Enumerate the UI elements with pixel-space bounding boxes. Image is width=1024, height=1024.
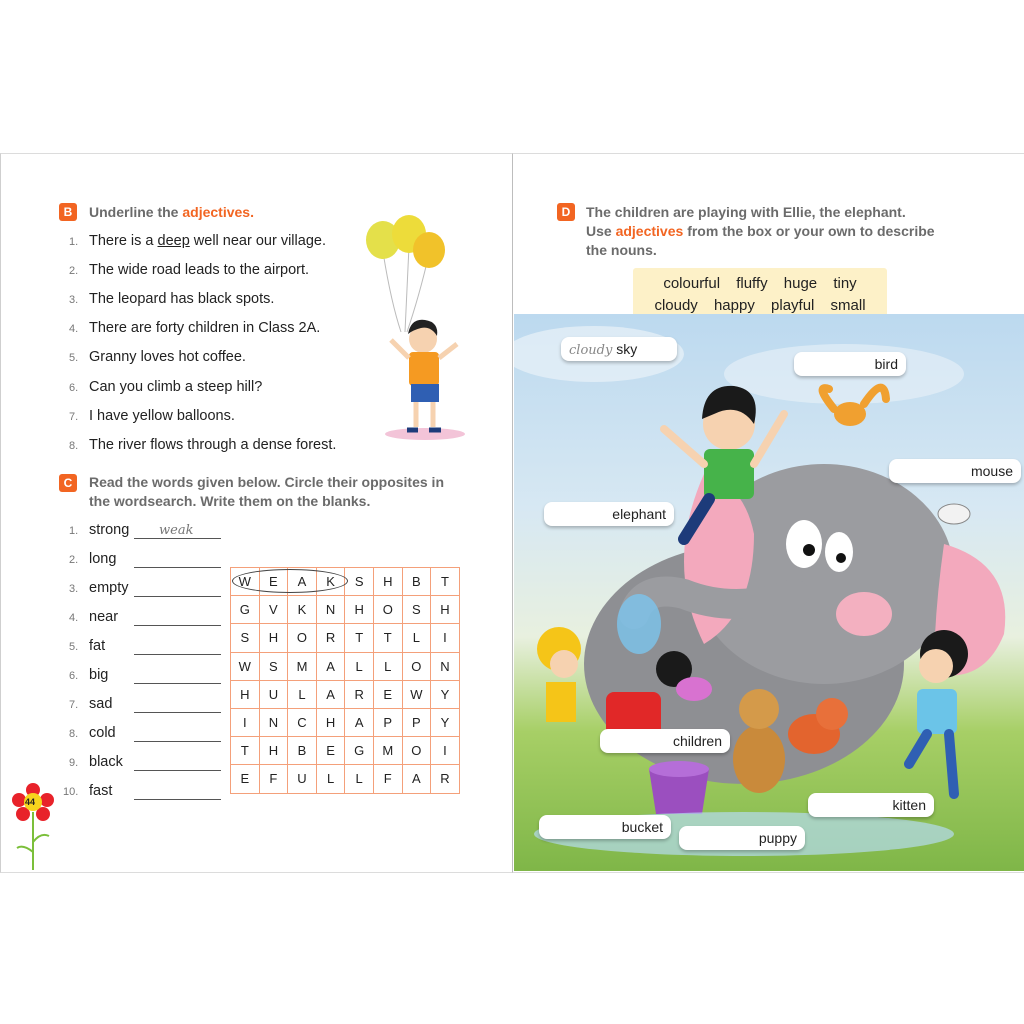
word-item-4	[69, 609, 118, 625]
wordsearch-cell[interactable]: R	[345, 680, 374, 708]
wordsearch-cell[interactable]: F	[259, 765, 288, 793]
wordsearch-cell[interactable]: I	[431, 737, 460, 765]
item-number: 1.	[69, 236, 79, 248]
answer-blank-9[interactable]	[134, 756, 221, 771]
label-bird[interactable]: bird	[794, 352, 906, 376]
instruction-text: Underline the	[89, 204, 179, 220]
wordsearch-cell[interactable]: H	[373, 568, 402, 596]
section-d-instruction	[586, 203, 966, 260]
wordsearch-cell[interactable]: O	[402, 652, 431, 680]
wordsearch-row	[231, 708, 460, 736]
wordsearch-row	[231, 652, 460, 680]
word-box-row-1	[633, 273, 887, 295]
item-number: 5.	[69, 352, 79, 364]
wordsearch-cell[interactable]: M	[288, 652, 317, 680]
wordsearch-cell[interactable]: R	[431, 765, 460, 793]
wordsearch-cell[interactable]: N	[431, 652, 460, 680]
wordsearch-cell[interactable]: R	[316, 624, 345, 652]
sentence-8	[69, 437, 336, 453]
instruction-accent: adjectives.	[182, 204, 254, 220]
sentence-text: well near our village.	[189, 233, 326, 249]
sentence-1	[69, 233, 326, 249]
word: long	[89, 551, 117, 567]
word-item-9	[69, 754, 123, 770]
wordsearch-cell[interactable]: H	[259, 624, 288, 652]
label-kitten[interactable]: kitten	[808, 793, 934, 817]
wordsearch-cell[interactable]: L	[402, 624, 431, 652]
answer-blank-7[interactable]	[134, 698, 221, 713]
instruction-line-1: Read the words given below. Circle their opposites in	[89, 474, 444, 490]
answer-blank-4[interactable]	[134, 611, 221, 626]
answer-circle	[232, 569, 348, 593]
word-item-7	[69, 696, 112, 712]
word-box-word: happy	[713, 297, 755, 314]
wordsearch-cell[interactable]: L	[345, 652, 374, 680]
sentence-text: The river flows through a dense forest.	[89, 437, 337, 453]
word: big	[89, 667, 109, 683]
wordsearch-cell[interactable]: O	[288, 624, 317, 652]
wordsearch-cell[interactable]: I	[231, 708, 260, 736]
wordsearch-cell[interactable]: W	[231, 568, 260, 596]
item-number: 4.	[69, 323, 79, 335]
wordsearch-cell[interactable]: E	[259, 568, 288, 596]
answer-blank-6[interactable]	[134, 669, 221, 684]
boy-with-balloons-illustration	[361, 212, 471, 452]
wordsearch-cell[interactable]: S	[259, 652, 288, 680]
word-item-3	[69, 580, 129, 596]
word: black	[89, 754, 123, 770]
section-c-instruction	[89, 473, 469, 511]
wordsearch-cell[interactable]: A	[288, 568, 317, 596]
sentence-text: There is a	[89, 233, 158, 249]
wordsearch-cell[interactable]: H	[431, 596, 460, 624]
wordsearch-cell[interactable]: T	[373, 624, 402, 652]
item-number: 6.	[69, 382, 79, 394]
page-number: 44	[25, 797, 36, 807]
wordsearch-cell[interactable]: W	[402, 680, 431, 708]
sentence-5	[69, 349, 246, 365]
wordsearch-cell[interactable]: P	[373, 708, 402, 736]
label-puppy[interactable]: puppy	[679, 826, 805, 850]
instruction-accent: adjectives	[615, 223, 684, 239]
instruction-text: Use	[586, 223, 612, 239]
answer-blank-3[interactable]	[134, 582, 221, 597]
item-number: 6.	[69, 670, 79, 682]
label-bucket[interactable]: bucket	[539, 815, 671, 839]
wordsearch-row	[231, 765, 460, 793]
wordsearch-cell[interactable]: S	[231, 624, 260, 652]
word-box-word: small	[830, 297, 866, 314]
word-box-word: huge	[783, 275, 818, 292]
word: fast	[89, 783, 113, 799]
page-number-flower	[11, 782, 55, 872]
elephant-scene-drawing	[514, 314, 1024, 871]
sentence-4	[69, 320, 320, 336]
item-number: 9.	[69, 757, 79, 769]
word: strong	[89, 522, 130, 538]
elephant-scene-illustration	[514, 314, 1024, 871]
wordsearch-cell[interactable]: O	[373, 596, 402, 624]
wordsearch-cell[interactable]: O	[402, 737, 431, 765]
item-number: 4.	[69, 612, 79, 624]
wordsearch-row	[231, 596, 460, 624]
wordsearch-cell[interactable]: A	[316, 652, 345, 680]
word: near	[89, 609, 119, 625]
item-number: 2.	[69, 265, 79, 277]
word-item-5	[69, 638, 105, 654]
item-number: 7.	[69, 699, 79, 711]
label-sky[interactable]	[561, 337, 677, 361]
sentence-text: Granny loves hot coffee.	[89, 349, 246, 365]
wordsearch-cell[interactable]: E	[231, 765, 260, 793]
left-page	[0, 153, 512, 873]
word-item-1	[69, 522, 129, 538]
wordsearch-cell[interactable]: Y	[431, 680, 460, 708]
word: sad	[89, 696, 113, 712]
item-number: 1.	[69, 525, 79, 537]
sentence-text: Can you climb a steep hill?	[89, 379, 263, 395]
wordsearch-cell[interactable]: E	[316, 737, 345, 765]
wordsearch-cell[interactable]: I	[431, 624, 460, 652]
answer-blank-10[interactable]	[134, 785, 221, 800]
wordsearch-row	[231, 737, 460, 765]
instruction-text: from the box or your own to describe	[687, 223, 935, 239]
wordsearch-cell[interactable]: V	[259, 596, 288, 624]
section-c-badge: C	[59, 474, 77, 492]
word-item-6	[69, 667, 108, 683]
instruction-line-2	[586, 222, 966, 241]
sentence-6	[69, 379, 262, 395]
wordsearch-cell[interactable]: H	[316, 708, 345, 736]
answer-blank-8[interactable]	[134, 727, 221, 742]
instruction-line-1: The children are playing with Ellie, the elephant.	[586, 204, 906, 220]
wordsearch-cell[interactable]: L	[288, 680, 317, 708]
word-box-word: fluffy	[736, 275, 768, 292]
wordsearch-cell[interactable]: M	[373, 737, 402, 765]
wordsearch-cell[interactable]: L	[316, 765, 345, 793]
wordsearch-cell[interactable]: W	[231, 652, 260, 680]
instruction-line-3: the nouns.	[586, 242, 657, 258]
word-box-word: playful	[771, 297, 815, 314]
sentence-text: The leopard has black spots.	[89, 291, 275, 307]
answer-blank-2[interactable]	[134, 553, 221, 568]
section-d-badge: D	[557, 203, 575, 221]
wordsearch-cell[interactable]: A	[402, 765, 431, 793]
wordsearch-cell[interactable]: S	[402, 596, 431, 624]
item-number: 3.	[69, 294, 79, 306]
word-box-word: tiny	[833, 275, 857, 292]
wordsearch-cell[interactable]: B	[288, 737, 317, 765]
right-page	[512, 153, 1024, 873]
wordsearch-cell[interactable]: P	[402, 708, 431, 736]
sentence-7	[69, 408, 235, 424]
wordsearch-cell[interactable]: E	[373, 680, 402, 708]
section-b-badge: B	[59, 203, 77, 221]
word-item-8	[69, 725, 116, 741]
wordsearch-row	[231, 680, 460, 708]
wordsearch-cell[interactable]: L	[345, 765, 374, 793]
sentence-text: There are forty children in Class 2A.	[89, 320, 321, 336]
underlined-adjective: deep	[157, 233, 190, 249]
sentence-3	[69, 291, 274, 307]
label-noun: sky	[616, 341, 638, 357]
item-number: 3.	[69, 583, 79, 595]
wordsearch-grid	[230, 567, 460, 794]
wordsearch-cell[interactable]: K	[316, 568, 345, 596]
item-number: 8.	[69, 440, 79, 452]
sentence-text: The wide road leads to the airport.	[89, 262, 310, 278]
wordsearch-cell[interactable]: L	[373, 652, 402, 680]
wordsearch-cell[interactable]: K	[288, 596, 317, 624]
label-children[interactable]: children	[600, 729, 730, 753]
wordsearch-cell[interactable]: A	[345, 708, 374, 736]
item-number: 8.	[69, 728, 79, 740]
wordsearch-cell[interactable]: H	[259, 737, 288, 765]
label-mouse[interactable]: mouse	[889, 459, 1021, 483]
answer-blank-5[interactable]	[134, 640, 221, 655]
word: cold	[89, 725, 116, 741]
wordsearch-cell[interactable]: C	[288, 708, 317, 736]
sentence-text: I have yellow balloons.	[89, 408, 235, 424]
wordsearch-cell[interactable]: U	[288, 765, 317, 793]
wordsearch-cell[interactable]: S	[345, 568, 374, 596]
wordsearch-cell[interactable]: T	[231, 737, 260, 765]
wordsearch-cell[interactable]: G	[345, 737, 374, 765]
label-answer: cloudy	[569, 343, 613, 358]
word-box-word: cloudy	[654, 297, 698, 314]
wordsearch-cell[interactable]: A	[316, 680, 345, 708]
wordsearch-cell[interactable]: T	[431, 568, 460, 596]
wordsearch-cell[interactable]: B	[402, 568, 431, 596]
instruction-line-2: the wordsearch. Write them on the blanks.	[89, 493, 371, 509]
wordsearch-cell[interactable]: N	[316, 596, 345, 624]
wordsearch-cell[interactable]: H	[231, 680, 260, 708]
item-number: 2.	[69, 554, 79, 566]
wordsearch-cell[interactable]: F	[373, 765, 402, 793]
wordsearch-cell[interactable]: T	[345, 624, 374, 652]
word-box-word: colourful	[663, 275, 721, 292]
answer-1: weak	[159, 523, 194, 538]
wordsearch-cell[interactable]: U	[259, 680, 288, 708]
label-elephant[interactable]: elephant	[544, 502, 674, 526]
item-number: 10.	[63, 786, 79, 798]
wordsearch-cell[interactable]: Y	[431, 708, 460, 736]
wordsearch-cell[interactable]: N	[259, 708, 288, 736]
word: empty	[89, 580, 129, 596]
wordsearch-row	[231, 624, 460, 652]
word: fat	[89, 638, 106, 654]
word-item-10	[63, 783, 112, 799]
item-number: 5.	[69, 641, 79, 653]
wordsearch-cell[interactable]: H	[345, 596, 374, 624]
item-number: 7.	[69, 411, 79, 423]
word-item-2	[69, 551, 116, 567]
sentence-2	[69, 262, 309, 278]
section-b-instruction	[89, 203, 254, 222]
wordsearch-cell[interactable]: G	[231, 596, 260, 624]
